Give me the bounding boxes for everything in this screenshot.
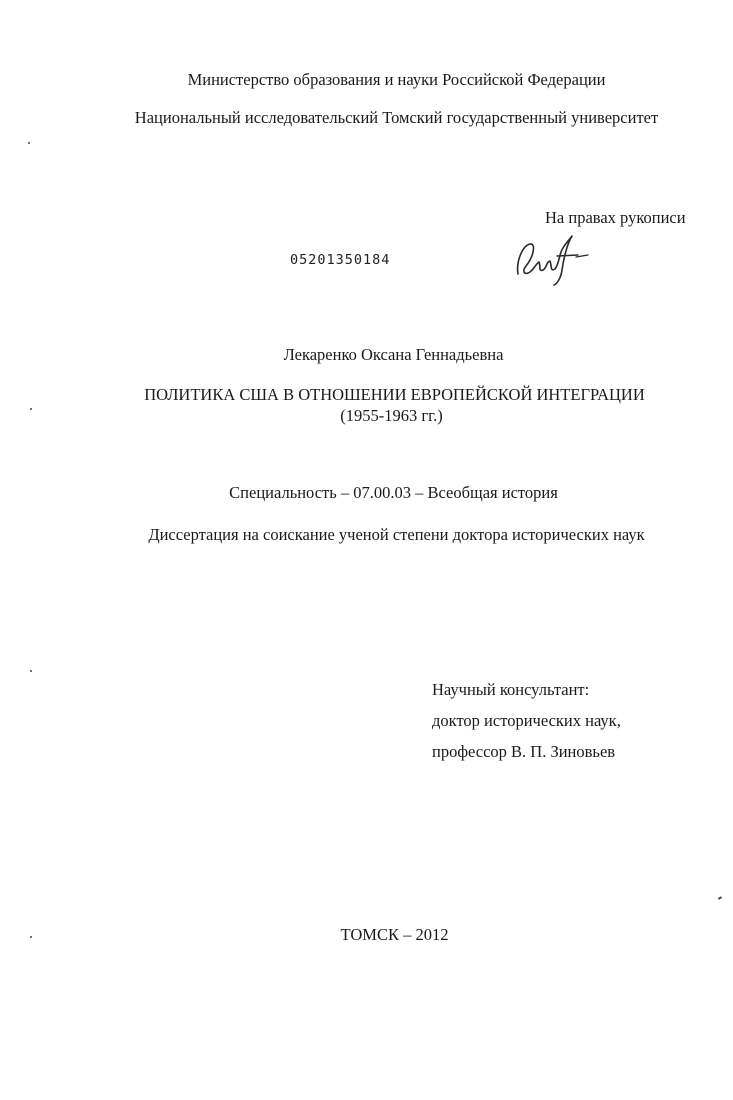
- speciality-line: Специальность – 07.00.03 – Всеобщая история: [229, 483, 558, 502]
- catalog-number: 05201350184: [290, 252, 391, 268]
- scan-mark: [30, 670, 32, 672]
- dissertation-title: ПОЛИТИКА США В ОТНОШЕНИИ ЕВРОПЕЙСКОЙ ИНТЕГРАЦИИ: [144, 385, 645, 404]
- consultant-name: профессор В. П. Зиновьев: [432, 742, 616, 761]
- city-year: ТОМСК – 2012: [340, 925, 449, 944]
- author-name: Лекаренко Оксана Геннадьевна: [283, 345, 504, 364]
- university-line: Национальный исследовательский Томский государственный университет: [134, 108, 659, 127]
- manuscript-rights: На правах рукописи: [545, 208, 686, 227]
- ministry-line: Министерство образования и науки Российской Федерации: [187, 70, 606, 89]
- dissertation-type: Диссертация на соискание ученой степени доктора исторических наук: [148, 525, 645, 544]
- title-years: (1955-1963 гг.): [340, 406, 443, 425]
- scan-mark: [718, 896, 722, 900]
- consultant-degree: доктор исторических наук,: [432, 711, 621, 730]
- scan-mark: [30, 936, 32, 938]
- scan-mark: [30, 408, 32, 410]
- handwritten-signature: [512, 226, 602, 286]
- consultant-heading: Научный консультант:: [432, 680, 590, 699]
- scan-mark: [28, 142, 30, 144]
